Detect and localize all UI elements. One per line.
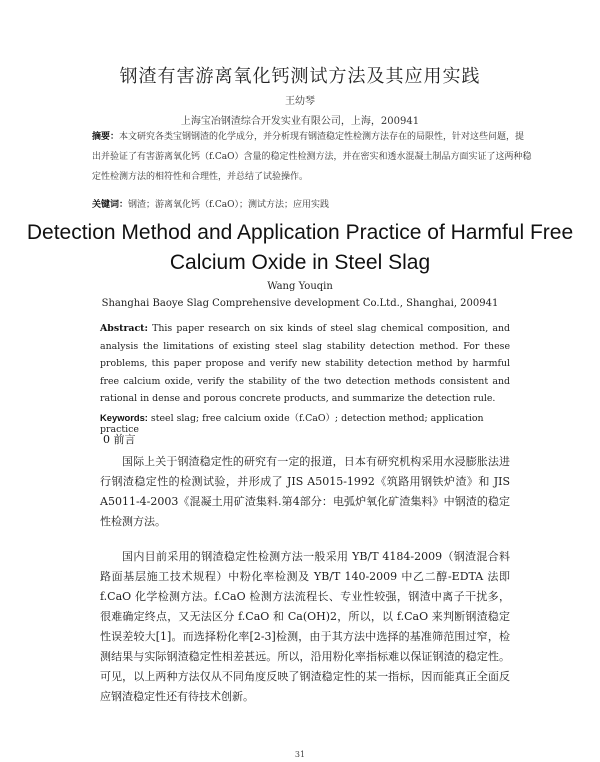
chinese-title: 钢渣有害游离氧化钙测试方法及其应用实践 <box>119 66 481 87</box>
english-affiliation: Shanghai Baoye Slag Comprehensive development Co.Ltd., Shanghai, 200941 <box>101 298 499 309</box>
chinese-author: 王幼琴 <box>285 96 315 107</box>
chinese-abstract <box>92 127 532 187</box>
english-abstract <box>100 320 510 408</box>
body-paragraph: 国际上关于钢渣稳定性的研究有一定的报道，日本有研究机构采用水浸膨胀法进行钢渣稳定性的检测试验，并形成了 JIS A5015-1992《筑路用钢铁炉渣》和 JIS A5011-4-2003《混凝土用矿渣集料.第4部分：电弧炉氧化矿渣集料》中钢渣的稳定性检测方法。 <box>100 455 510 528</box>
english-keywords-text: steel slag; free calcium oxide（f.CaO）; detection method; application practice <box>100 413 484 435</box>
english-author: Wang Youqin <box>267 281 333 292</box>
english-keywords-label: Keywords: <box>100 412 148 423</box>
english-abstract-label: Abstract: <box>100 323 148 334</box>
chinese-abstract-text: 本文研究各类宝钢钢渣的化学成分，并分析现有钢渣稳定性检测方法存在的局限性，针对这些问题，提出并验证了有害游离氧化钙（f.CaO）含量的稳定性检测方法，并在密实和透水混凝土制品方面实证了这两种稳定性检测方法的相符性和合理性，并总结了试验操作。 <box>92 132 532 182</box>
chinese-keywords-label: 关键词： <box>92 200 129 210</box>
body-paragraph: 国内目前采用的钢渣稳定性检测方法一般采用 YB/T 4184-2009（钢渣混合料路面基层施工技术规程）中粉化率检测及 YB/T 140-2009 中乙二醇-EDTA 法即 f.CaO 化学检测方法。f.CaO 检测方法流程长、专业性较强，钢渣中离子干扰多，很难确定终点，又无法区分 f.CaO 和 Ca(OH)2，所以，以 f.CaO 来判断钢渣稳定性误差较大[1]。而选择粉化率[2-3]检测，由于其方法中选择的基准筛范围过窄，检测结果与实际钢渣稳定性相差甚远。所以，沿用粉化率指标难以保证钢渣的稳定性。可见，以上两种方法仅从不同角度反映了钢渣稳定性的某一指标，因而能真正全面反应钢渣稳定性还有待技术创新。 <box>100 550 510 703</box>
english-title: Detection Method and Application Practice of Harmful Free Calcium Oxide in Steel Slag <box>26 221 574 274</box>
chinese-keywords-text: 钢渣；游离氧化钙（f.CaO）；测试方法；应用实践 <box>128 200 330 210</box>
chinese-affiliation: 上海宝冶钢渣综合开发实业有限公司，上海，200941 <box>180 116 420 127</box>
page-number: 31 <box>294 750 306 759</box>
section-heading: 0 前言 <box>103 433 136 446</box>
english-abstract-text: This paper research on six kinds of steel slag chemical composition, and analysis the limitations of existing steel slag stability detection method. For these problems, this paper propose and verify new stability detection method by harmful free calcium oxide, verify the stability of the two detection methods consistent and rational in dense and porous concrete products, and summarize the detection rule. <box>100 323 510 404</box>
chinese-keywords <box>92 195 532 215</box>
english-keywords <box>100 410 510 435</box>
chinese-abstract-label: 摘要： <box>92 132 120 142</box>
